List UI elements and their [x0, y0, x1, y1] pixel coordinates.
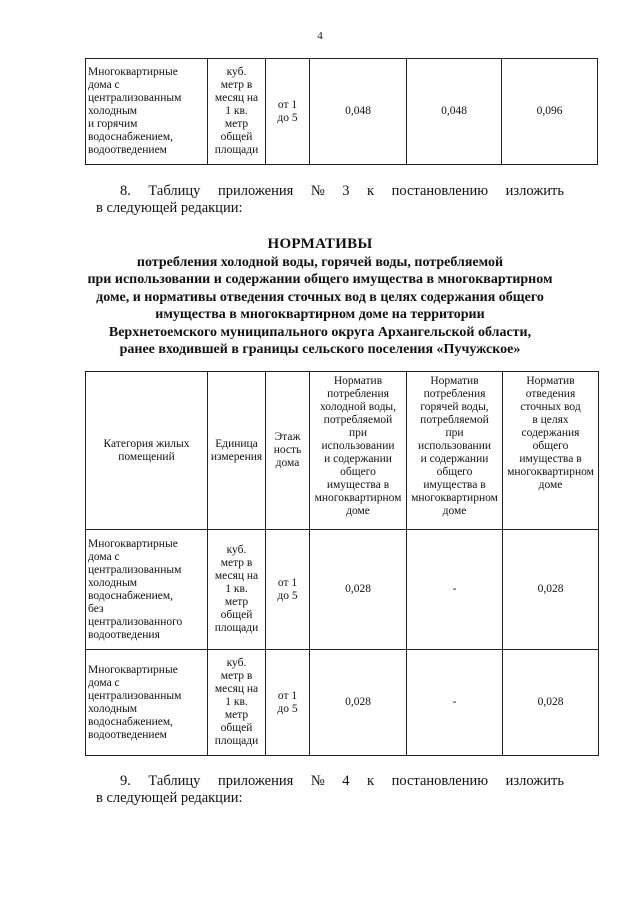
table-top-fragment — [85, 58, 598, 165]
paragraph-8-word: постановлению — [391, 183, 489, 199]
paragraph-8-number: 8. — [120, 183, 131, 199]
paragraph-9-word: № — [310, 773, 325, 789]
hot-water-cell: - — [407, 650, 503, 756]
norms-heading — [60, 236, 580, 359]
paragraph-8-word: приложения — [217, 183, 294, 199]
hot-water-cell: - — [407, 530, 503, 650]
paragraph-9-number: 9. — [120, 773, 131, 789]
heading-line: доме, и нормативы отведения сточных вод в целях содержания общего — [96, 289, 544, 305]
paragraph-8-word: изложить — [505, 183, 564, 199]
header-floors: Этаж ность дома — [266, 372, 310, 530]
header-drainage: Норматив отведения сточных вод в целях содержания общего имущества в многоквартирном доме — [503, 372, 599, 530]
paragraph-9-line-2: в следующей редакции: — [96, 790, 243, 806]
paragraph-8-word: № — [310, 183, 325, 199]
paragraph-8 — [96, 183, 564, 217]
table-row — [86, 530, 599, 650]
paragraph-9-word: изложить — [505, 773, 564, 789]
paragraph-8-word: Таблицу — [148, 183, 201, 199]
cold-water-cell: 0,048 — [310, 59, 407, 165]
cold-water-cell: 0,028 — [310, 650, 407, 756]
header-unit: Единица измерения — [208, 372, 266, 530]
cold-water-cell: 0,028 — [310, 530, 407, 650]
paragraph-8-word: 3 — [342, 183, 350, 199]
header-cold-water: Норматив потребления холодной воды, потребляемой при использовании и содержании общего имущества в многоквартирном доме — [310, 372, 407, 530]
header-category: Категория жилых помещений — [86, 372, 208, 530]
drainage-cell: 0,028 — [503, 650, 599, 756]
paragraph-8-word: к — [367, 183, 375, 199]
floors-cell: от 1 до 5 — [266, 650, 310, 756]
table-row — [86, 59, 598, 165]
category-cell: Многоквартирные дома с централизованным холодным и горячим водоснабжением, водоотведением — [86, 59, 208, 165]
heading-line: Верхнетоемского муниципального округа Архангельской области, — [108, 324, 532, 340]
heading-line: при использовании и содержании общего имущества в многоквартирном — [87, 272, 553, 287]
drainage-cell: 0,096 — [502, 59, 598, 165]
paragraph-9-line-1 — [96, 773, 564, 790]
header-hot-water: Норматив потребления горячей воды, потребляемой при использовании и содержании общего имущества в многоквартирном доме — [407, 372, 503, 530]
category-cell: Многоквартирные дома с централизованным холодным водоснабжением, без централизованного водоотведения — [86, 530, 208, 650]
unit-cell: куб. метр в месяц на 1 кв. метр общей площади — [208, 530, 266, 650]
floors-cell: от 1 до 5 — [266, 530, 310, 650]
norms-table — [85, 371, 599, 756]
floors-cell: от 1 до 5 — [266, 59, 310, 165]
unit-cell: куб. метр в месяц на 1 кв. метр общей площади — [208, 59, 266, 165]
paragraph-9-word: приложения — [217, 773, 294, 789]
paragraph-9 — [96, 773, 564, 807]
drainage-cell: 0,028 — [503, 530, 599, 650]
paragraph-9-word: постановлению — [391, 773, 489, 789]
heading-line: ранее входившей в границы сельского поселения «Пучужское» — [119, 342, 521, 357]
unit-cell: куб. метр в месяц на 1 кв. метр общей площади — [208, 650, 266, 756]
paragraph-8-line-2: в следующей редакции: — [96, 200, 243, 216]
heading-line: потребления холодной воды, горячей воды, потребляемой — [136, 254, 504, 270]
category-cell: Многоквартирные дома с централизованным холодным водоснабжением, водоотведением — [86, 650, 208, 756]
page-number: 4 — [317, 30, 323, 42]
table-row — [86, 650, 599, 756]
table-header-row — [86, 372, 599, 530]
paragraph-8-line-1 — [96, 183, 564, 200]
heading-line: имущества в многоквартирном доме на территории — [155, 307, 485, 322]
paragraph-9-word: к — [367, 773, 375, 789]
paragraph-9-word: Таблицу — [148, 773, 201, 789]
paragraph-9-word: 4 — [342, 773, 350, 789]
heading-title: НОРМАТИВЫ — [267, 236, 373, 252]
hot-water-cell: 0,048 — [407, 59, 502, 165]
